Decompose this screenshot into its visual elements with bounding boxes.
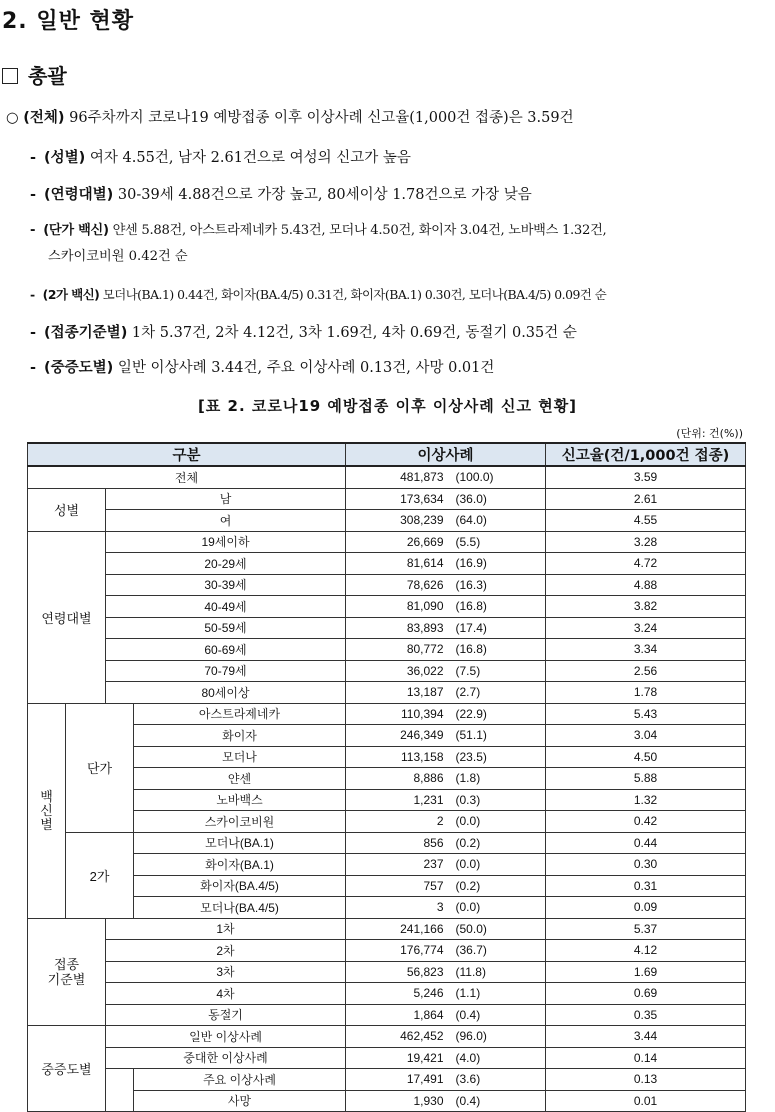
case-count: 5,246 bbox=[413, 986, 444, 1001]
table-row bbox=[28, 918, 746, 940]
group-label-vaccine: 백 신 별 bbox=[28, 703, 66, 918]
case-percent: (4.0) bbox=[455, 1050, 481, 1065]
table-cell: 3.04 bbox=[546, 725, 746, 747]
table-cell bbox=[346, 1026, 546, 1048]
case-percent: (22.9) bbox=[455, 706, 487, 721]
table-cell: 2.61 bbox=[546, 488, 746, 510]
detail-line: - (단가 백신) 얀센 5.88건, 아스트라제네카 5.43건, 모더나 4.50건, 화이자 3.04건, 노바백스 1.32건, bbox=[30, 223, 607, 238]
table-cell: 0.14 bbox=[546, 1047, 746, 1069]
table-cell bbox=[346, 1090, 546, 1112]
case-percent: (0.0) bbox=[455, 814, 481, 829]
table-cell bbox=[346, 746, 546, 768]
table-cell: 모더나 bbox=[134, 746, 346, 768]
group-label-age: 연령대별 bbox=[28, 531, 106, 703]
table-cell: 30-39세 bbox=[106, 574, 346, 596]
case-count: 83,893 bbox=[406, 620, 444, 635]
table-cell: 4.88 bbox=[546, 574, 746, 596]
case-count: 56,823 bbox=[406, 964, 444, 979]
table-cell: 0.44 bbox=[546, 832, 746, 854]
table-cell: 4.12 bbox=[546, 940, 746, 962]
case-percent: (17.4) bbox=[455, 620, 487, 635]
table-cell bbox=[346, 639, 546, 661]
case-count: 246,349 bbox=[400, 728, 444, 743]
case-percent: (0.0) bbox=[455, 900, 481, 915]
table-cell: 2.56 bbox=[546, 660, 746, 682]
case-percent: (96.0) bbox=[455, 1029, 487, 1044]
table-cell: 화이자(BA.1) bbox=[134, 854, 346, 876]
table-row bbox=[28, 660, 746, 682]
case-count: 78,626 bbox=[406, 577, 444, 592]
group-label-dose: 접종 기준별 bbox=[28, 918, 106, 1026]
detail-line: - (중증도별) 일반 이상사례 3.44건, 주요 이상사례 0.13건, 사망 0.01건 bbox=[30, 360, 495, 376]
case-count: 1,231 bbox=[413, 792, 444, 807]
table-cell bbox=[346, 1069, 546, 1091]
table-cell bbox=[346, 1004, 546, 1026]
group-label-mono: 단가 bbox=[66, 703, 134, 832]
table-cell: 1차 bbox=[106, 918, 346, 940]
summary-tag: (전체) bbox=[23, 110, 65, 126]
table-cell: 0.31 bbox=[546, 875, 746, 897]
adverse-events-table bbox=[27, 442, 746, 1112]
table-cell bbox=[346, 531, 546, 553]
case-percent: (64.0) bbox=[455, 513, 487, 528]
case-percent: (36.0) bbox=[455, 491, 487, 506]
case-count: 8,886 bbox=[413, 771, 444, 786]
table-row bbox=[28, 1090, 746, 1112]
table-row bbox=[28, 639, 746, 661]
dash-bullet: - bbox=[30, 287, 35, 302]
table-cell: 0.69 bbox=[546, 983, 746, 1005]
table-cell: 모더나(BA.4/5) bbox=[134, 897, 346, 919]
table-cell: 3차 bbox=[106, 961, 346, 983]
group-label-sex: 성별 bbox=[28, 488, 106, 531]
table-cell: 2차 bbox=[106, 940, 346, 962]
table-cell bbox=[346, 488, 546, 510]
table-row bbox=[28, 789, 746, 811]
table-cell: 70-79세 bbox=[106, 660, 346, 682]
dash-bullet: - bbox=[30, 150, 37, 166]
summary-line bbox=[6, 106, 574, 127]
case-percent: (1.1) bbox=[455, 986, 481, 1001]
table-cell: 0.30 bbox=[546, 854, 746, 876]
case-percent: (36.7) bbox=[455, 943, 487, 958]
table-cell: 4차 bbox=[106, 983, 346, 1005]
case-count: 3 bbox=[436, 900, 444, 915]
case-count: 81,090 bbox=[406, 599, 444, 614]
table-row bbox=[28, 961, 746, 983]
table-cell: 40-49세 bbox=[106, 596, 346, 618]
subsection-title: 총괄 bbox=[28, 64, 67, 88]
case-percent: (7.5) bbox=[455, 663, 481, 678]
table-cell: 3.24 bbox=[546, 617, 746, 639]
case-count: 1,930 bbox=[413, 1093, 444, 1108]
case-percent: (0.3) bbox=[455, 792, 481, 807]
detail-line-continued: 스카이코비원 0.42건 순 bbox=[48, 249, 188, 264]
table-cell: 중대한 이상사례 bbox=[106, 1047, 346, 1069]
table-cell bbox=[346, 574, 546, 596]
case-percent: (0.4) bbox=[455, 1007, 481, 1022]
table-cell bbox=[346, 596, 546, 618]
group-label-severity: 중증도별 bbox=[28, 1026, 106, 1112]
table-cell: 0.35 bbox=[546, 1004, 746, 1026]
case-count: 462,452 bbox=[400, 1029, 444, 1044]
table-cell: 20-29세 bbox=[106, 553, 346, 575]
table-unit: (단위: 건(%)) bbox=[676, 427, 743, 440]
table-caption: [표 2. 코로나19 예방접종 이후 이상사례 신고 현황] bbox=[197, 397, 578, 415]
table-row bbox=[28, 1047, 746, 1069]
case-count: 757 bbox=[423, 878, 444, 893]
case-percent: (0.2) bbox=[455, 878, 481, 893]
case-count: 481,873 bbox=[400, 470, 444, 485]
detail-line: - (연령대별) 30-39세 4.88건으로 가장 높고, 80세이상 1.78건으로 가장 낮음 bbox=[30, 187, 532, 203]
case-percent: (0.0) bbox=[455, 857, 481, 872]
table-cell: 3.28 bbox=[546, 531, 746, 553]
table-cell: 80세이상 bbox=[106, 682, 346, 704]
table-cell: 모더나(BA.1) bbox=[134, 832, 346, 854]
case-count: 1,864 bbox=[413, 1007, 444, 1022]
case-count: 36,022 bbox=[406, 663, 444, 678]
table-cell: 주요 이상사례 bbox=[134, 1069, 346, 1091]
table-row bbox=[28, 1069, 746, 1091]
table-cell bbox=[346, 789, 546, 811]
table-cell: 50-59세 bbox=[106, 617, 346, 639]
table-row bbox=[28, 811, 746, 833]
table-row bbox=[28, 768, 746, 790]
table-row bbox=[28, 832, 746, 854]
case-count: 237 bbox=[423, 857, 444, 872]
table-cell: 남 bbox=[106, 488, 346, 510]
table-cell bbox=[346, 660, 546, 682]
case-count: 241,166 bbox=[400, 921, 444, 936]
header-cases: 이상사례 bbox=[346, 443, 546, 466]
case-percent: (1.8) bbox=[455, 771, 481, 786]
case-count: 17,491 bbox=[406, 1072, 444, 1087]
dash-bullet: - bbox=[30, 325, 37, 341]
table-cell: 전체 bbox=[28, 466, 346, 488]
case-count: 110,394 bbox=[401, 706, 444, 721]
table-cell: 3.59 bbox=[546, 466, 746, 488]
case-percent: (23.5) bbox=[455, 749, 487, 764]
table-cell bbox=[346, 940, 546, 962]
table-cell bbox=[346, 811, 546, 833]
case-count: 113,158 bbox=[401, 749, 444, 764]
table-cell: 5.37 bbox=[546, 918, 746, 940]
table-row bbox=[28, 488, 746, 510]
case-count: 13,187 bbox=[406, 685, 444, 700]
detail-line: - (2가 백신) 모더나(BA.1) 0.44건, 화이자(BA.4/5) 0.31건, 화이자(BA.1) 0.30건, 모더나(BA.4/5) 0.09건 순 bbox=[30, 287, 607, 302]
case-count: 80,772 bbox=[406, 642, 444, 657]
table-cell: 노바백스 bbox=[134, 789, 346, 811]
detail-line: - (접종기준별) 1차 5.37건, 2차 4.12건, 3차 1.69건, 4차 0.69건, 동절기 0.35건 순 bbox=[30, 325, 577, 341]
table-row bbox=[28, 574, 746, 596]
table-cell: 3.34 bbox=[546, 639, 746, 661]
case-percent: (16.3) bbox=[455, 577, 487, 592]
case-percent: (11.8) bbox=[455, 964, 486, 979]
table-row bbox=[28, 682, 746, 704]
table-header-row bbox=[28, 443, 746, 466]
table-cell: 19세이하 bbox=[106, 531, 346, 553]
header-rate: 신고율(건/1,000건 접종) bbox=[546, 443, 746, 466]
case-percent: (0.2) bbox=[455, 835, 481, 850]
table-cell: 0.13 bbox=[546, 1069, 746, 1091]
checkbox-square-icon bbox=[2, 68, 18, 84]
table-cell: 60-69세 bbox=[106, 639, 346, 661]
table-cell bbox=[346, 918, 546, 940]
table-cell bbox=[346, 510, 546, 532]
table-cell: 1.78 bbox=[546, 682, 746, 704]
table-cell bbox=[346, 703, 546, 725]
table-cell bbox=[346, 832, 546, 854]
case-percent: (5.5) bbox=[455, 534, 481, 549]
case-percent: (2.7) bbox=[455, 685, 481, 700]
table-row bbox=[28, 875, 746, 897]
case-count: 2 bbox=[436, 814, 444, 829]
table-cell bbox=[346, 682, 546, 704]
table-cell: 0.01 bbox=[546, 1090, 746, 1112]
table-cell: 아스트라제네카 bbox=[134, 703, 346, 725]
table-cell: 일반 이상사례 bbox=[106, 1026, 346, 1048]
group-label-bivalent: 2가 bbox=[66, 832, 134, 918]
table-cell bbox=[346, 725, 546, 747]
table-cell: 0.09 bbox=[546, 897, 746, 919]
section-heading: 2. 일반 현황 bbox=[2, 9, 134, 34]
dash-bullet: - bbox=[30, 360, 37, 376]
table-row bbox=[28, 703, 746, 725]
table-cell: 스카이코비원 bbox=[134, 811, 346, 833]
table-cell bbox=[346, 768, 546, 790]
case-percent: (16.9) bbox=[455, 556, 487, 571]
table-cell bbox=[346, 1047, 546, 1069]
table-row bbox=[28, 617, 746, 639]
table-cell bbox=[346, 983, 546, 1005]
detail-line: - (성별) 여자 4.55건, 남자 2.61건으로 여성의 신고가 높음 bbox=[30, 150, 411, 166]
case-count: 173,634 bbox=[400, 491, 444, 506]
dash-bullet: - bbox=[30, 223, 36, 238]
table-row bbox=[28, 725, 746, 747]
table-row bbox=[28, 940, 746, 962]
case-count: 19,421 bbox=[406, 1050, 444, 1065]
table-cell: 화이자 bbox=[134, 725, 346, 747]
table-cell: 1.32 bbox=[546, 789, 746, 811]
table-cell bbox=[346, 854, 546, 876]
circle-bullet-icon: ○ bbox=[6, 110, 19, 126]
table-cell bbox=[346, 897, 546, 919]
subsection-heading bbox=[2, 60, 67, 89]
table-row bbox=[28, 1004, 746, 1026]
table-cell: 사망 bbox=[134, 1090, 346, 1112]
table-cell: 3.82 bbox=[546, 596, 746, 618]
table-row bbox=[28, 510, 746, 532]
table-cell bbox=[346, 466, 546, 488]
table-cell: 얀센 bbox=[134, 768, 346, 790]
table-cell bbox=[346, 553, 546, 575]
table-row bbox=[28, 1026, 746, 1048]
case-count: 308,239 bbox=[400, 513, 444, 528]
indent-spacer bbox=[106, 1069, 134, 1112]
case-percent: (3.6) bbox=[455, 1072, 481, 1087]
table-cell: 동절기 bbox=[106, 1004, 346, 1026]
case-percent: (50.0) bbox=[455, 921, 487, 936]
dash-bullet: - bbox=[30, 187, 37, 203]
case-percent: (51.1) bbox=[455, 728, 487, 743]
table-cell: 화이자(BA.4/5) bbox=[134, 875, 346, 897]
table-cell: 4.50 bbox=[546, 746, 746, 768]
case-count: 176,774 bbox=[400, 943, 444, 958]
table-row bbox=[28, 983, 746, 1005]
table-row bbox=[28, 897, 746, 919]
table-cell: 여 bbox=[106, 510, 346, 532]
summary-text: 96주차까지 코로나19 예방접종 이후 이상사례 신고율(1,000건 접종)은 3.59건 bbox=[64, 110, 574, 126]
table-cell bbox=[346, 875, 546, 897]
case-count: 81,614 bbox=[406, 556, 444, 571]
table-row bbox=[28, 466, 746, 488]
table-cell: 5.43 bbox=[546, 703, 746, 725]
case-percent: (16.8) bbox=[455, 642, 487, 657]
table-cell: 3.44 bbox=[546, 1026, 746, 1048]
table-row bbox=[28, 854, 746, 876]
table-row bbox=[28, 596, 746, 618]
case-count: 856 bbox=[423, 835, 444, 850]
table-cell bbox=[346, 617, 546, 639]
table-cell: 1.69 bbox=[546, 961, 746, 983]
header-category: 구분 bbox=[28, 443, 346, 466]
table-cell: 4.72 bbox=[546, 553, 746, 575]
table-cell: 4.55 bbox=[546, 510, 746, 532]
table-cell bbox=[346, 961, 546, 983]
table-row bbox=[28, 746, 746, 768]
table-row bbox=[28, 553, 746, 575]
case-percent: (0.4) bbox=[455, 1093, 481, 1108]
table-cell: 5.88 bbox=[546, 768, 746, 790]
table-row bbox=[28, 531, 746, 553]
table-cell: 0.42 bbox=[546, 811, 746, 833]
case-percent: (16.8) bbox=[455, 599, 487, 614]
case-percent: (100.0) bbox=[455, 470, 494, 485]
case-count: 26,669 bbox=[406, 534, 444, 549]
